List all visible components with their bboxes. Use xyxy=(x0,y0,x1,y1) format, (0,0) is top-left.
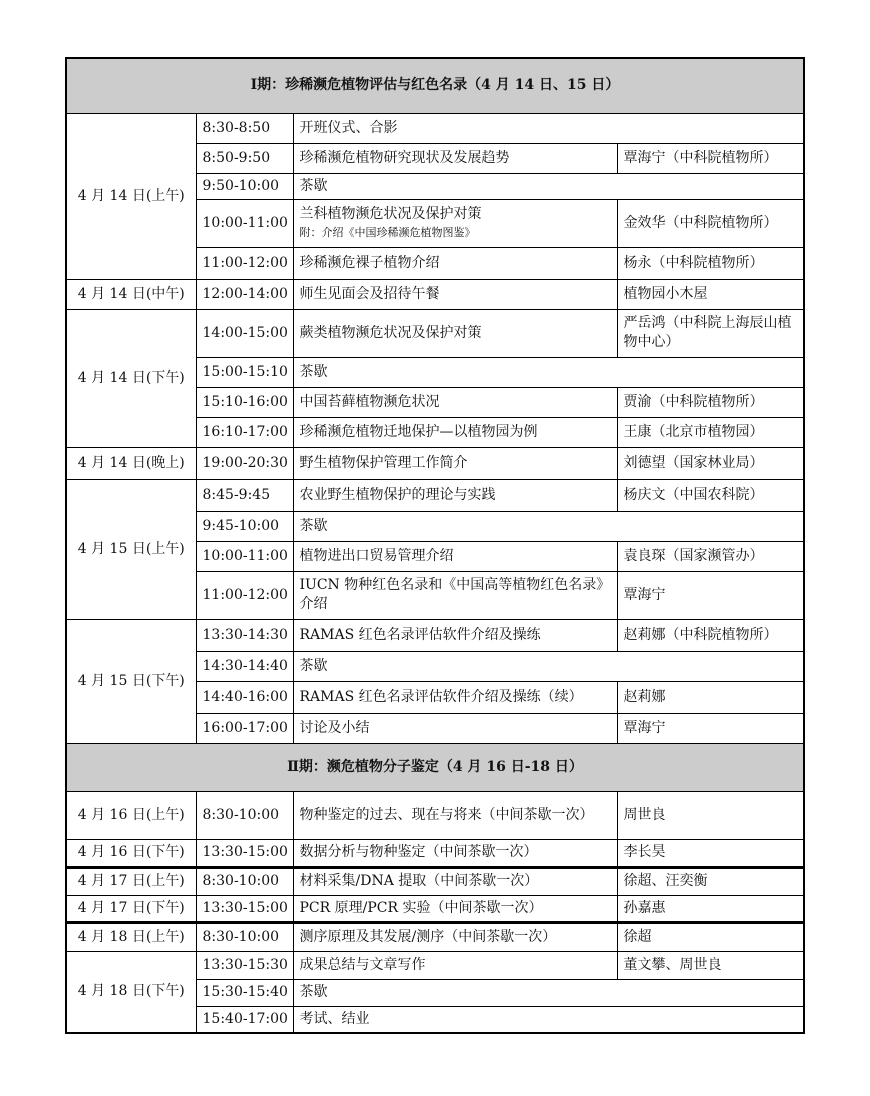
session-topic: PCR 原理/PCR 实验（中间茶歇一次） xyxy=(299,899,543,916)
session-date: 4 月 17 日(上午) xyxy=(66,867,196,895)
session-topic: RAMAS 红色名录评估软件介绍及操练 xyxy=(299,626,541,643)
schedule-row xyxy=(66,479,804,511)
schedule-row xyxy=(66,951,804,979)
session-topic-cell xyxy=(293,895,617,922)
session-speaker: 王康（北京市植物园） xyxy=(617,417,804,447)
session-topic: RAMAS 红色名录评估软件介绍及操练（续） xyxy=(299,688,583,705)
session-speaker: 覃海宁 xyxy=(617,713,804,743)
session-topic: 茶歇 xyxy=(299,984,328,1001)
session-topic-cell xyxy=(293,143,617,173)
session-time: 10:00-11:00 xyxy=(196,541,293,571)
session-topic-cell xyxy=(293,199,617,247)
schedule-row xyxy=(66,309,804,357)
session-topic-cell xyxy=(293,791,617,839)
session-topic: 讨论及小结 xyxy=(299,719,370,736)
session-time: 9:50-10:00 xyxy=(196,173,293,199)
session-topic-cell xyxy=(293,387,617,417)
session-time: 14:00-15:00 xyxy=(196,309,293,357)
session-topic-cell xyxy=(293,713,617,743)
session-time: 13:30-15:00 xyxy=(196,895,293,922)
session-time: 15:00-15:10 xyxy=(196,357,293,387)
schedule-row xyxy=(66,619,804,651)
session-topic: 野生植物保护管理工作简介 xyxy=(299,454,468,471)
session-time: 14:30-14:40 xyxy=(196,651,293,681)
session-speaker: 严岳鸿（中科院上海辰山植物中心） xyxy=(617,309,804,357)
session-topic: 成果总结与文章写作 xyxy=(299,956,426,973)
session-time: 8:30-10:00 xyxy=(196,922,293,951)
period2-title: Ⅱ期：濒危植物分子鉴定（4 月 16 日-18 日） xyxy=(66,743,804,791)
session-speaker: 袁良琛（国家濒管办） xyxy=(617,541,804,571)
session-topic-cell xyxy=(293,979,804,1006)
session-topic-cell xyxy=(293,571,617,619)
session-speaker: 赵莉娜（中科院植物所） xyxy=(617,619,804,651)
session-time: 13:30-15:00 xyxy=(196,839,293,867)
session-topic: 茶歇 xyxy=(299,517,328,534)
session-speaker: 赵莉娜 xyxy=(617,681,804,713)
session-topic: 开班仪式、合影 xyxy=(299,119,398,136)
session-speaker: 徐超、汪奕衡 xyxy=(617,867,804,895)
session-date: 4 月 18 日(上午) xyxy=(66,922,196,951)
session-topic: 测序原理及其发展/测序（中间茶歇一次） xyxy=(299,928,557,945)
session-speaker: 徐超 xyxy=(617,922,804,951)
schedule-row xyxy=(66,279,804,309)
session-date: 4 月 17 日(下午) xyxy=(66,895,196,922)
session-date: 4 月 16 日(下午) xyxy=(66,839,196,867)
session-speaker: 李长昊 xyxy=(617,839,804,867)
session-time: 14:40-16:00 xyxy=(196,681,293,713)
schedule-row xyxy=(66,922,804,951)
session-topic-cell xyxy=(293,357,804,387)
session-time: 8:30-8:50 xyxy=(196,113,293,143)
session-date: 4 月 16 日(上午) xyxy=(66,791,196,839)
session-time: 15:30-15:40 xyxy=(196,979,293,1006)
session-time: 16:00-17:00 xyxy=(196,713,293,743)
session-date: 4 月 14 日(中午) xyxy=(66,279,196,309)
period2-header-row xyxy=(66,743,804,791)
session-date: 4 月 15 日(上午) xyxy=(66,479,196,619)
session-speaker: 董文攀、周世良 xyxy=(617,951,804,979)
session-note: 附：介绍《中国珍稀濒危植物图鉴》 xyxy=(299,226,476,240)
session-time: 16:10-17:00 xyxy=(196,417,293,447)
session-time: 12:00-14:00 xyxy=(196,279,293,309)
schedule-row xyxy=(66,895,804,922)
session-time: 11:00-12:00 xyxy=(196,571,293,619)
session-topic-cell xyxy=(293,1006,804,1033)
session-topic-cell xyxy=(293,867,617,895)
session-topic: 茶歇 xyxy=(299,177,328,194)
session-topic-cell xyxy=(293,541,617,571)
session-topic-cell xyxy=(293,309,617,357)
session-speaker: 贾渝（中科院植物所） xyxy=(617,387,804,417)
session-topic: 考试、结业 xyxy=(299,1010,370,1027)
session-topic: 珍稀濒危植物迁地保护—以植物园为例 xyxy=(299,423,538,440)
session-time: 13:30-14:30 xyxy=(196,619,293,651)
session-time: 11:00-12:00 xyxy=(196,247,293,279)
schedule-table xyxy=(65,57,805,1034)
session-time: 9:45-10:00 xyxy=(196,511,293,541)
session-topic-cell xyxy=(293,651,804,681)
period1-header-row xyxy=(66,58,804,113)
session-date: 4 月 18 日(下午) xyxy=(66,951,196,1033)
session-time: 8:30-10:00 xyxy=(196,791,293,839)
session-topic-cell xyxy=(293,279,617,309)
session-topic-cell xyxy=(293,681,617,713)
session-topic: IUCN 物种红色名录和《中国高等植物红色名录》介绍 xyxy=(299,577,611,612)
session-date: 4 月 14 日(晚上) xyxy=(66,447,196,479)
schedule-row xyxy=(66,867,804,895)
session-topic: 茶歇 xyxy=(299,657,328,674)
session-time: 15:10-16:00 xyxy=(196,387,293,417)
session-topic-cell xyxy=(293,619,617,651)
session-topic-cell xyxy=(293,839,617,867)
session-speaker: 杨庆文（中国农科院） xyxy=(617,479,804,511)
session-topic-cell xyxy=(293,479,617,511)
schedule-row xyxy=(66,791,804,839)
session-speaker: 金效华（中科院植物所） xyxy=(617,199,804,247)
session-topic: 兰科植物濒危状况及保护对策 xyxy=(299,206,482,223)
session-date: 4 月 15 日(下午) xyxy=(66,619,196,743)
session-topic: 物种鉴定的过去、现在与将来（中间茶歇一次） xyxy=(299,806,594,823)
session-topic-cell xyxy=(293,417,617,447)
session-date: 4 月 14 日(下午) xyxy=(66,309,196,447)
session-topic: 茶歇 xyxy=(299,363,328,380)
schedule-body xyxy=(66,58,804,1033)
session-topic-cell xyxy=(293,247,617,279)
session-topic: 蕨类植物濒危状况及保护对策 xyxy=(299,324,482,341)
session-speaker: 覃海宁（中科院植物所） xyxy=(617,143,804,173)
session-topic-cell xyxy=(293,922,617,951)
session-time: 8:50-9:50 xyxy=(196,143,293,173)
period1-title: Ⅰ期：珍稀濒危植物评估与红色名录（4 月 14 日、15 日） xyxy=(66,58,804,113)
session-time: 13:30-15:30 xyxy=(196,951,293,979)
schedule-row xyxy=(66,113,804,143)
session-time: 8:45-9:45 xyxy=(196,479,293,511)
session-date: 4 月 14 日(上午) xyxy=(66,113,196,279)
session-speaker: 孙嘉惠 xyxy=(617,895,804,922)
session-speaker: 刘德望（国家林业局） xyxy=(617,447,804,479)
session-topic: 材料采集/DNA 提取（中间茶歇一次） xyxy=(299,873,539,890)
session-topic: 植物进出口贸易管理介绍 xyxy=(299,547,454,564)
session-speaker: 杨永（中科院植物所） xyxy=(617,247,804,279)
session-topic: 珍稀濒危植物研究现状及发展趋势 xyxy=(299,149,510,166)
session-topic: 中国苔藓植物濒危状况 xyxy=(299,393,440,410)
session-topic: 农业野生植物保护的理论与实践 xyxy=(299,486,496,503)
session-topic-cell xyxy=(293,447,617,479)
session-speaker: 覃海宁 xyxy=(617,571,804,619)
session-topic-cell xyxy=(293,173,804,199)
session-topic-cell xyxy=(293,113,804,143)
session-time: 19:00-20:30 xyxy=(196,447,293,479)
session-time: 15:40-17:00 xyxy=(196,1006,293,1033)
session-speaker: 周世良 xyxy=(617,791,804,839)
session-topic-cell xyxy=(293,951,617,979)
session-topic: 师生见面会及招待午餐 xyxy=(299,285,440,302)
session-speaker: 植物园小木屋 xyxy=(617,279,804,309)
session-time: 10:00-11:00 xyxy=(196,199,293,247)
session-topic: 珍稀濒危裸子植物介绍 xyxy=(299,254,440,271)
session-time: 8:30-10:00 xyxy=(196,867,293,895)
schedule-row xyxy=(66,839,804,867)
session-topic: 数据分析与物种鉴定（中间茶歇一次） xyxy=(299,844,538,861)
session-topic-cell xyxy=(293,511,804,541)
schedule-row xyxy=(66,447,804,479)
